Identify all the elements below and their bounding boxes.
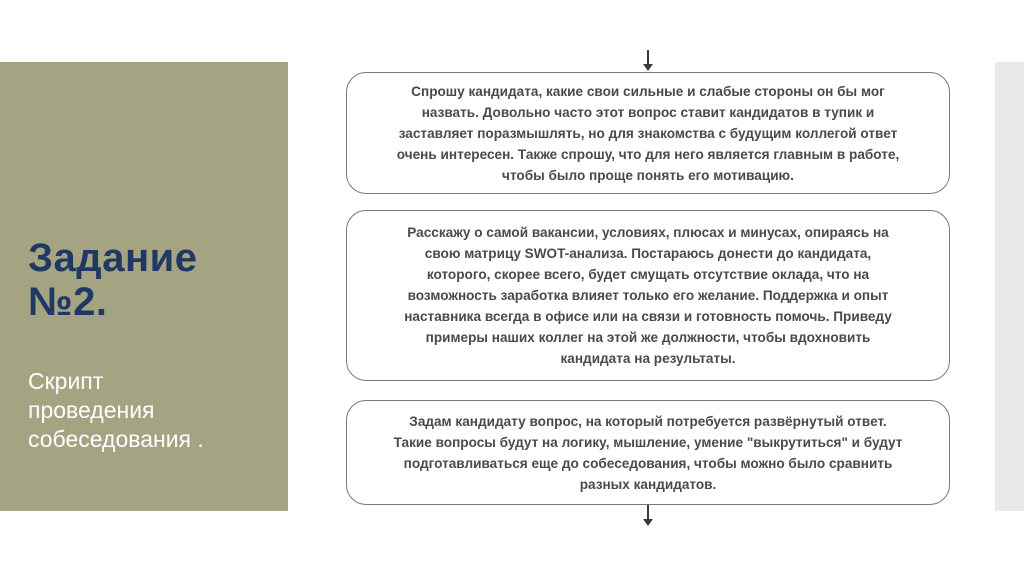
slide-subtitle-line: проведения bbox=[28, 397, 155, 423]
flow-step-line: чтобы было проще понять его мотивацию. bbox=[502, 167, 794, 183]
flow-step-line: примеры наших коллег на этой же должности, чтобы вдохновить bbox=[425, 330, 871, 345]
flow-step-line: наставника всегда в офисе или на связи и готовность помочь. Приведу bbox=[404, 309, 892, 324]
flow-step-line: которого, скорее всего, будет смущать отсутствие оклада, что на bbox=[426, 267, 870, 282]
slide-subtitle-line: Скрипт bbox=[28, 368, 104, 394]
flow-step-line: Спрошу кандидата, какие свои сильные и слабые стороны он бы мог bbox=[411, 83, 885, 99]
flow-step-2 bbox=[346, 210, 950, 381]
arrow-down-icon bbox=[642, 505, 654, 526]
flow-step-line: свою матрицу SWOT-анализа. Постараюсь донести до кандидата, bbox=[424, 246, 872, 261]
flow-step-line: возможность заработка влияет только его желание. Поддержка и опыт bbox=[407, 288, 889, 303]
flow-step-line: разных кандидатов. bbox=[579, 476, 717, 492]
flow-step-line: назвать. Довольно часто этот вопрос ставит кандидатов в тупик и bbox=[421, 104, 875, 120]
slide-subtitle-line: собеседования . bbox=[28, 426, 204, 452]
slide-title-line: №2. bbox=[28, 280, 108, 324]
flow-step-line: Расскажу о самой вакансии, условиях, плюсах и минусах, опираясь на bbox=[407, 225, 889, 240]
flow-step-line: подготавливаться еще до собеседования, чтобы можно было сравнить bbox=[403, 455, 893, 471]
flow-step-line: очень интересен. Также спрошу, что для него является главным в работе, bbox=[396, 146, 900, 162]
flow-step-line: Задам кандидату вопрос, на который потребуется развёрнутый ответ. bbox=[409, 413, 887, 429]
flow-step-text bbox=[394, 411, 903, 495]
flow-step-line: кандидата на результаты. bbox=[560, 351, 736, 366]
flow-step-3 bbox=[346, 400, 950, 505]
flow-step-text bbox=[404, 222, 892, 369]
flow-step-text bbox=[397, 81, 899, 186]
arrow-down-icon bbox=[642, 50, 654, 71]
flow-step-line: заставляет поразмышлять, но для знакомства с будущим коллегой ответ bbox=[398, 125, 898, 141]
flow-step-1 bbox=[346, 72, 950, 194]
slide-title-line: Задание bbox=[28, 236, 198, 280]
flow-step-line: Такие вопросы будут на логику, мышление, умение "выкрутиться" и будут bbox=[393, 434, 903, 450]
